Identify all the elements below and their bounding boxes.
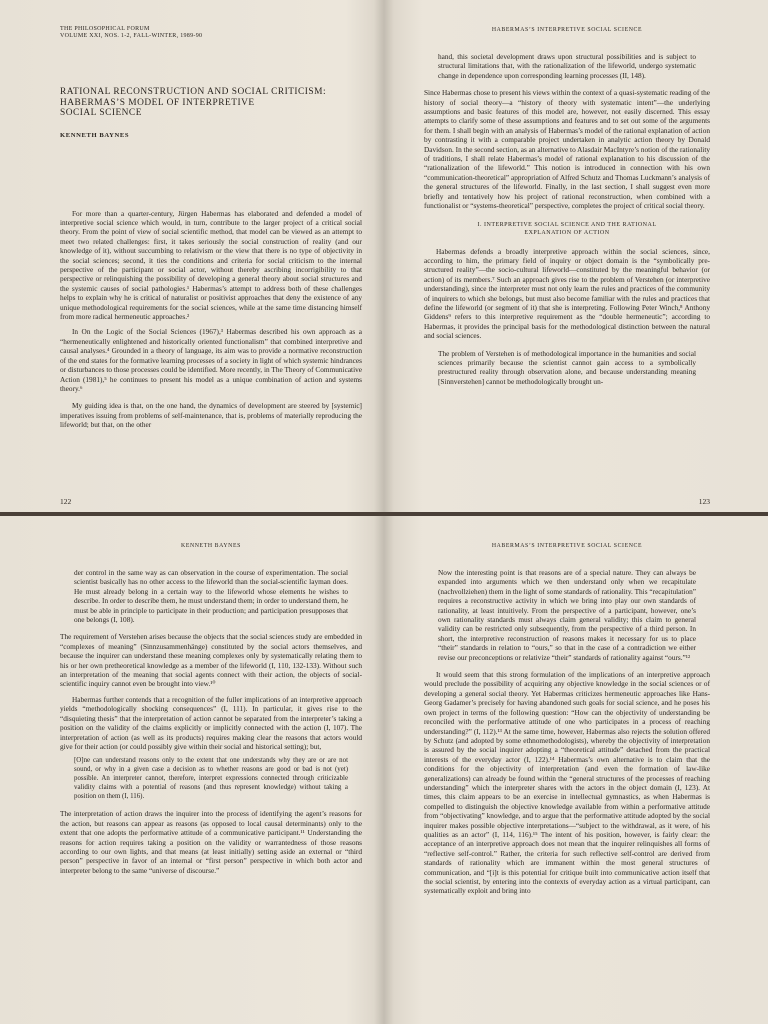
page-122	[0, 0, 384, 512]
page-number: 123	[698, 496, 710, 506]
paragraph: Now the interesting point is that reasons are of a special nature. They can always be expanded into arguments which we then understand only when we recapitulate (nachvollziehen) them in the light of some standards of rationality. This “recapitulation” requires a reconstructive activity in which we bring into play our own standards of rationality, at least intuitively. From the perspective of a participant, however, one’s own rationality standards must always claim general validity; this claim to general validity can be restricted only subsequently, from the perspective of a third person. In short, the interpretive reconstruction of reasons makes it necessary for us to place “their” standards in relation to “ours,” so that in the case of a contradiction we either revise our preconceptions or relativize “their” standards of rationality against “ours.”¹²	[438, 568, 696, 662]
paragraph: Habermas further contends that a recognition of the fuller implications of an interpretive approach yields “methodologically shocking consequences” (I, 111). In particular, it gives rise to the “disquieting thesis” that the interpretation of action cannot be separated from the interpreter’s taking a position on the validity of the claims explicitly or implicitly connected with the action (I, 107). The interpretation of action (as well as its products) requires making clear the reasons that actors would give for their action (or could possibly give within their social and historical setting); but,	[60, 694, 362, 751]
paragraph: My guiding idea is that, on the one hand, the dynamics of development are steered by [systemic] imperatives issuing from problems of self-maintenance, that is, problems of materially reproducing the lifeworld; but that, on the other	[60, 401, 362, 430]
journal-header	[60, 26, 362, 41]
paragraph: Habermas defends a broadly interpretive approach within the social sciences, since, according to him, the primary field of inquiry or object domain is the “symbolically pre-structured reality”—the socio-cultural lifeworld—constituted by the meaningful behavior (or action) of its members.⁷ Such an approach gives rise to the problem of Verstehen (or interpretive understanding), since the interpreter must not only learn the rules and practices of the community of inquirers to which she belongs, but must also become familiar with the rules and practices that define the lifeworld (or segment of it) that she is interpreting. Following Peter Winch,⁸ Anthony Giddens⁹ refers to this interpretive requirement as the “double hermeneutic”; according to Habermas, it provides the principal basis for the methodological distinction between the natural and social sciences.	[424, 246, 710, 341]
title-line-2: HABERMAS’S MODEL OF INTERPRETIVE	[60, 97, 255, 108]
paragraph: Since Habermas chose to present his views within the context of a quasi-systematic reading of the history of social theory—a “history of theory with systematic intent”—the underlying assumptions and basic features of this model are, however, not easily discerned. This essay attempts to clarify some of these assumptions and features and to set out some of the arguments for them. I shall begin with an analysis of Habermas’s model of the rational explanation of action by contrasting it with a comparable project undertaken in analytic action theory by Donald Davidson. In the second section, as an alternative to Alasdair MacIntyre’s notion of the rationality of traditions, I shall relate Habermas’s model of rational explanation to his discussion of the “rationalization of the lifeworld.” This notion is introduced in connection with his own “communication-theoretical” appropriation of Alfred Schutz and Thomas Luckmann’s analysis of the general structures of the lifeworld. Finally, in the last section, I shall suggest even more briefly and tentatively how his project of rational reconstruction, when combined with a functionalist or “systems-theoretical” perspective, completes the project of critical social theory.	[424, 88, 710, 211]
running-head: KENNETH BAYNES	[181, 543, 241, 549]
title-line-3: SOCIAL SCIENCE	[60, 108, 142, 119]
paragraph: The problem of Verstehen is of methodological importance in the humanities and social sciences primarily because the scientist cannot gain access to a symbolically prestructured reality through observation alone, and because understanding meaning [Sinnverstehen] cannot be methodologically brought un-	[438, 348, 696, 386]
article-title	[60, 87, 362, 119]
journal-volume: VOLUME XXI, NOS. 1-2, FALL-WINTER, 1989-90	[60, 33, 203, 40]
page-123	[384, 0, 768, 512]
running-head: HABERMAS’S INTERPRETIVE SOCIAL SCIENCE	[491, 27, 643, 33]
page-125	[384, 516, 768, 1024]
bottom-spread	[0, 512, 768, 1024]
paragraph: The interpretation of action draws the inquirer into the process of identifying the agent’s reasons for the action, but reasons can appear as reasons (as opposed to local causal determinants) only to the extent that one adopts the performative attitude of a communicative participant.¹¹ Understanding the reasons for action requires taking a position on the validity or warrantedness of those reasons according to our own lights, and that means (at least initially) setting aside an external or “third person” perspective in favor of an internal or “first person” perspective in which both actor and interpreter belong to the same “universe of discourse.”	[60, 809, 362, 875]
paragraph: der control in the same way as can observation in the course of experimentation. The social scientist basically has no other access to the lifeworld than the social-scientific layman does. He must already belong in a certain way to the lifeworld whose elements he wishes to describe. In order to describe them, he must understand them; in order to understand them, he must be able in principle to participate in their production; and participation presupposes that one belongs (I, 108).	[74, 568, 348, 625]
block-quote: [O]ne can understand reasons only to the extent that one understands why they are or are not sound, or why in a given case a decision as to whether reasons are good or bad is not (yet) possible. An interpreter cannot, therefore, interpret expressions connected through criticizable validity claims with a potential of reasons (and thus represent knowledge) without taking a position on them (I, 116).	[74, 757, 348, 800]
section-heading-line-1: I. INTERPRETIVE SOCIAL SCIENCE AND THE RATIONAL	[477, 221, 657, 228]
page-number: 122	[60, 496, 72, 506]
journal-name: THE PHILOSOPHICAL FORUM	[60, 26, 150, 32]
section-heading	[424, 221, 710, 237]
author-name: KENNETH BAYNES	[60, 132, 130, 140]
page-124	[0, 516, 384, 1024]
paragraph: It would seem that this strong formulation of the implications of an interpretive approach would preclude the possibility of acquiring any objective knowledge in the social sciences or of developing a general social theory. Yet Habermas criticizes hermeneutic approaches like Hans-Georg Gadamer’s precisely for having abandoned such goals for social science, and he poses his own project in terms of the following question: “How can the objectivity of understanding be reconciled with the performative attitude of one who participates in a process of reaching understanding?” (I, 112).¹³ At the same time, however, Habermas also rejects the solution offered by Schutz (and adopted by some ethnomethodologists), whereby the objectivity of interpretation is assured by the social inquirer adopting a “theoretical attitude” detached from the practical interests of the everyday actor (I, 122).¹⁴ Habermas’s own alternative is to claim that the conditions for the objectivity of interpretation (and even the formation of law-like generalizations) can already be found within the “general structures of the processes of reaching understanding” which the interpreter shares with the actors in the object domain (I, 123). At times, this claim appears to be an exercise in intellectual gymnastics, as when Habermas is compelled to distinguish the objective knowledge available from within a performative attitude from “objectivating” knowledge, and to argue that the performative attitude adopted by the social inquirer makes possible objective interpretations—“subject to the withdrawal, as it were, of his qualities as an actor” (I, 114, 116).¹⁵ The intent of his position, however, is fairly clear: the acceptance of an interpretive approach does not mean that the inquirer relinquishes all forms of “reflective self-control.” Rather, the criteria for such reflective self-control are derived from standards of rationality which are immanent within the most general structures of communication, and “[i]t is this potential for critique built into communicative action itself that the social scientist, by entering into the contexts of everyday action as a virtual participant, can systematically exploit and bring into	[424, 670, 710, 896]
paragraph: In On the Logic of the Social Sciences (1967),³ Habermas described his own approach as a “hermeneutically enlightened and historically oriented functionalism” that combined interpretive and causal analyses.⁴ Grounded in a theory of language, its aim was to provide a normative reconstruction of the end states for the formative learning processes of a society in light of which systemic hindrances or disturbances to those processes could be identified. More recently, in The Theory of Communicative Action (1981),⁵ he continues to present his model as a unique combination of action and systems theory.⁶	[60, 327, 362, 393]
title-line-1: RATIONAL RECONSTRUCTION AND SOCIAL CRITICISM:	[60, 86, 327, 97]
running-head: HABERMAS’S INTERPRETIVE SOCIAL SCIENCE	[491, 543, 643, 549]
paragraph: For more than a quarter-century, Jürgen Habermas has elaborated and defended a model of interpretive social science which would, in turn, contribute to the larger project of a critical social theory. From the point of view of social scientific method, that model can be viewed as an attempt to meet two related challenges: first, it takes seriously the social construction of reality (and our knowledge of it), without succumbing to relativism or the view that there is no type of objectivity in the social sciences; second, it ties the conditions and criteria for social criticism to the internal perspective of the participant or social actor, without thereby ascribing incorrigibility to that perspective or relinquishing the possibility of developing a general theory about social structures and the systemic causes of social pathologies.¹ Habermas’s attempt to address both of these challenges helps to explain why he is critical of naturalist or positivist approaches that deny the existence of any unique methodological requirements for the social sciences, while at the same time distancing himself from more radical hermeneutic approaches.²	[60, 208, 362, 322]
paragraph: The requirement of Verstehen arises because the objects that the social sciences study are embedded in “complexes of meaning” (Sinnzusammenhänge) constituted by the social actors themselves, and because the inquirer can understand these meaning complexes only by systematically relating them to his or her own pretheoretical knowledge as a member of the lifeworld (I, 110, 132-133). Without such an interpretation of the meaning that social agents connect with their action, the objects of social-scientific inquiry cannot even be brought into view.¹⁰	[60, 632, 362, 689]
section-heading-line-2: EXPLANATION OF ACTION	[524, 229, 610, 236]
paragraph: hand, this societal development draws upon structural possibilities and is subject to structural limitations that, with the rationalization of the lifeworld, undergo systematic change in dependence upon corresponding learning processes (II, 148).	[438, 52, 696, 80]
